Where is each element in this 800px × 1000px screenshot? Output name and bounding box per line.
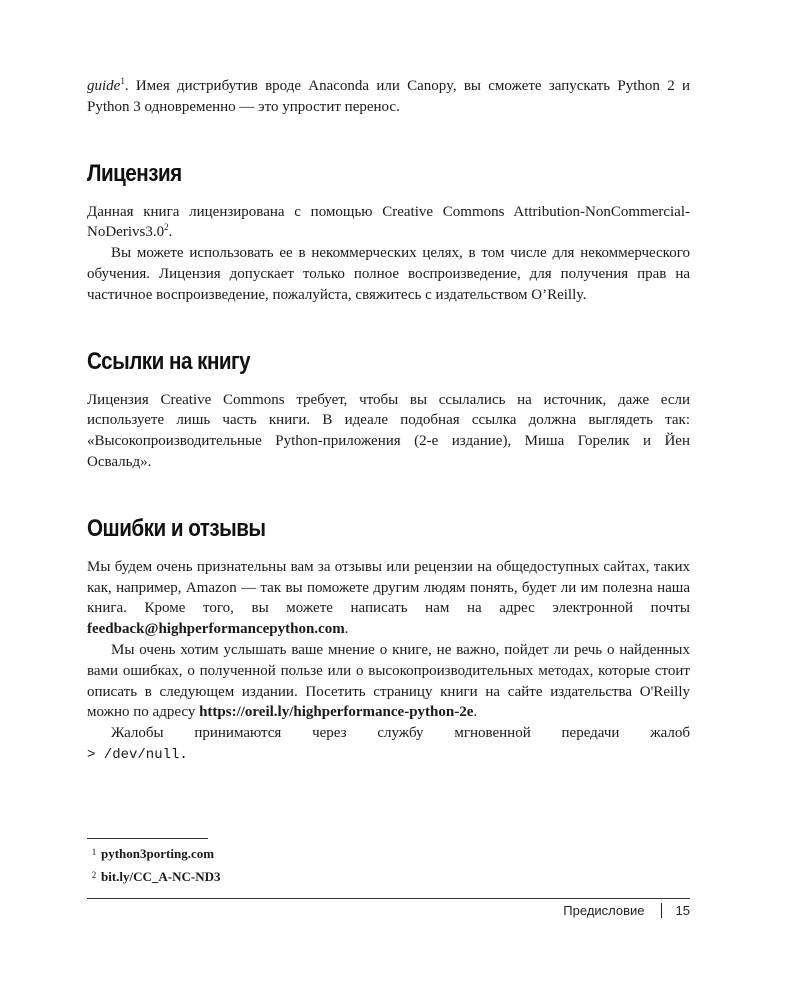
footer-separator xyxy=(661,903,662,918)
guide-word: guide xyxy=(87,78,121,94)
footnote-ref-1[interactable]: 1 xyxy=(120,76,125,86)
dev-null-code: > /dev/null. xyxy=(87,746,188,763)
license-heading: Лицензия xyxy=(87,159,182,187)
page-body xyxy=(87,76,690,766)
feedback-heading: Ошибки и отзывы xyxy=(87,514,266,542)
feedback-period-2: . xyxy=(473,704,478,721)
license-paragraph-2: Вы можете использовать ее в некоммерческих целях, в том числе для некоммерческого обучения. Лицензия допускает только полное воспроизведение, для получения прав на частичное воспроизведение, пожалуйста, свяжитесь с издательством O’Reilly. xyxy=(87,245,690,303)
feedback-paragraph-1 xyxy=(87,557,690,640)
footnotes xyxy=(87,843,690,889)
page-footer xyxy=(563,903,690,918)
footnote-number: 1 xyxy=(91,847,97,857)
license-text: Данная книга лицензирована с помощью Creative Commons Attribution-NonCommercial-NoDerivs3.0 xyxy=(87,203,690,241)
footer-divider xyxy=(87,898,690,899)
footnote-number: 2 xyxy=(91,870,97,880)
book-page-link[interactable]: https://oreil.ly/highperformance-python-2e xyxy=(199,704,474,721)
running-section-title: Предисловие xyxy=(563,903,645,918)
intro-paragraph xyxy=(87,76,690,118)
feedback-text-2: Мы очень хотим услышать ваше мнение о книге, не важно, пойдет ли речь о найденных вами ошибках, о полученной пользе или о высокопроизводительных методах, которые стоит описать в следующем издании. Посетить страницу книги на сайте издательства O'Reilly можно по адресу xyxy=(87,641,690,721)
footnote-ref-2[interactable]: 2 xyxy=(164,222,169,233)
footnote-link[interactable]: python3porting.com xyxy=(101,846,215,861)
feedback-email-link[interactable]: feedback@highperformancepython.com xyxy=(87,621,345,638)
footnote-link[interactable]: bit.ly/CC_A-NC-ND3 xyxy=(101,869,221,884)
feedback-paragraph-2 xyxy=(87,640,690,723)
references-heading: Ссылки на книгу xyxy=(87,347,251,375)
references-paragraph: Лицензия Creative Commons требует, чтобы вы ссылались на источник, даже если используете лишь часть книги. В идеале подобная ссылка должна выглядеть так: «Высокопроизводительные Python-приложения (2-е издание), Миша Горелик и Йен Освальд». xyxy=(87,391,690,470)
feedback-period: . xyxy=(344,621,349,638)
footnote-1 xyxy=(87,843,690,866)
intro-text: . Имея дистрибутив вроде Anaconda или Canopy, вы сможете запускать Python 2 и Python 3 одновременно — это упростит перенос. xyxy=(87,78,690,115)
license-paragraph-1 xyxy=(87,202,690,244)
license-period: . xyxy=(168,224,173,241)
feedback-text: Мы будем очень признательны вам за отзывы или рецензии на общедоступных сайтах, таких как, например, Amazon — так вы поможете другим людям понять, будет ли им полезна наша книга. Кроме того, вы можете написать нам на адрес электронной почты xyxy=(87,558,690,617)
page-number: 15 xyxy=(675,903,690,918)
feedback-paragraph-3: Жалобы принимаются через службу мгновенной передачи жалоб xyxy=(111,725,690,742)
footnote-2 xyxy=(87,866,690,889)
feedback-code-line xyxy=(87,744,690,766)
footnote-divider xyxy=(87,838,208,839)
